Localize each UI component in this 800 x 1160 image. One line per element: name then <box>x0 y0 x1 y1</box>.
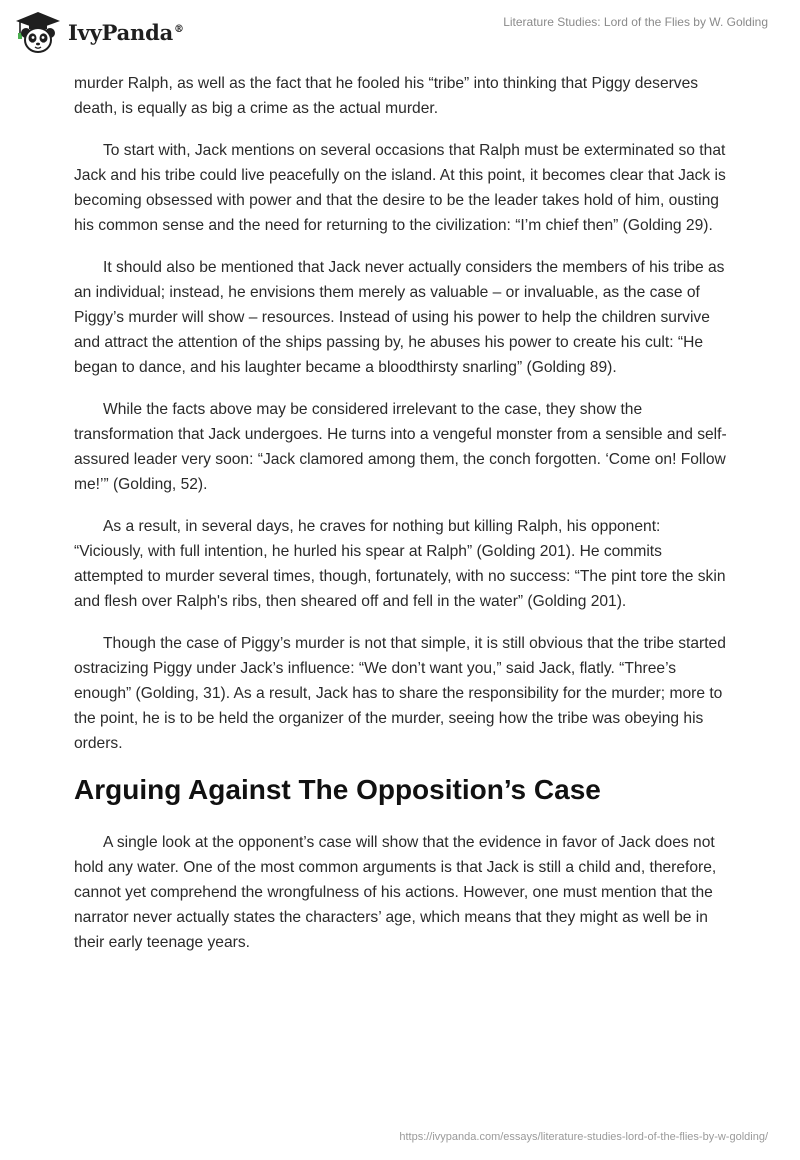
page-header <box>0 0 800 70</box>
essay-body <box>74 71 734 972</box>
paragraph: A single look at the opponent’s case will show that the evidence in favor of Jack does not hold any water. One of the most common arguments is that Jack is still a child and, therefore, cannot yet comprehend the wrongfulness of his actions. However, one must mention that the narrator never actually states the characters’ age, which means that they might as well be in their early teenage years. <box>74 834 717 951</box>
section-heading: Arguing Against The Opposition’s Case <box>74 774 601 805</box>
brand-name: IvyPanda® <box>68 19 184 45</box>
document-title: Literature Studies: Lord of the Flies by W. Golding <box>503 15 768 29</box>
source-url[interactable]: https://ivypanda.com/essays/literature-studies-lord-of-the-flies-by-w-golding/ <box>399 1131 768 1143</box>
paragraph: Though the case of Piggy’s murder is not that simple, it is still obvious that the tribe started ostracizing Piggy under Jack’s influence: “We don’t want you,” said Jack, flatly. “Three’s enough” (Golding, 31). As a result, Jack has to share the responsibility for the murder; more to the point, he is to be held the organizer of the murder, seeing how the tribe was obeying his orders. <box>74 635 726 752</box>
paragraph: As a result, in several days, he craves for nothing but killing Ralph, his opponent: “Viciously, with full intention, he hurled his spear at Ralph” (Golding 201). He commits attempted to murder several times, though, fortunately, with no success: “The pint tore the skin and flesh over Ralph's ribs, then sheared off and fell in the water” (Golding 201). <box>74 518 726 610</box>
paragraph: It should also be mentioned that Jack never actually considers the members of his tribe as an individual; instead, he envisions them merely as valuable – or invaluable, as the case of Piggy’s murder will show – resources. Instead of using his power to help the children survive and attract the attention of the ships passing by, he abuses his power to create his cult: “He began to dance, and his laughter became a bloodthirsty snarling” (Golding 89). <box>74 259 725 376</box>
paragraph: While the facts above may be considered irrelevant to the case, they show the transformation that Jack undergoes. He turns into a vengeful monster from a sensible and self-assured leader very soon: “Jack clamored among them, the conch forgotten. ‘Come on! Follow me!’” (Golding, 52). <box>74 401 727 493</box>
paragraph: To start with, Jack mentions on several occasions that Ralph must be exterminated so that Jack and his tribe could live peacefully on the island. At this point, it becomes clear that Jack is becoming obsessed with power and that the desire to be the leader takes hold of him, ousting his common sense and the need for returning to the civilization: “I’m chief then” (Golding 29). <box>74 142 726 234</box>
brand-logo[interactable] <box>14 10 184 54</box>
paragraph: murder Ralph, as well as the fact that he fooled his “tribe” into thinking that Piggy deserves death, is equally as big a crime as the actual murder. <box>74 75 699 117</box>
panda-graduate-icon <box>14 10 62 54</box>
